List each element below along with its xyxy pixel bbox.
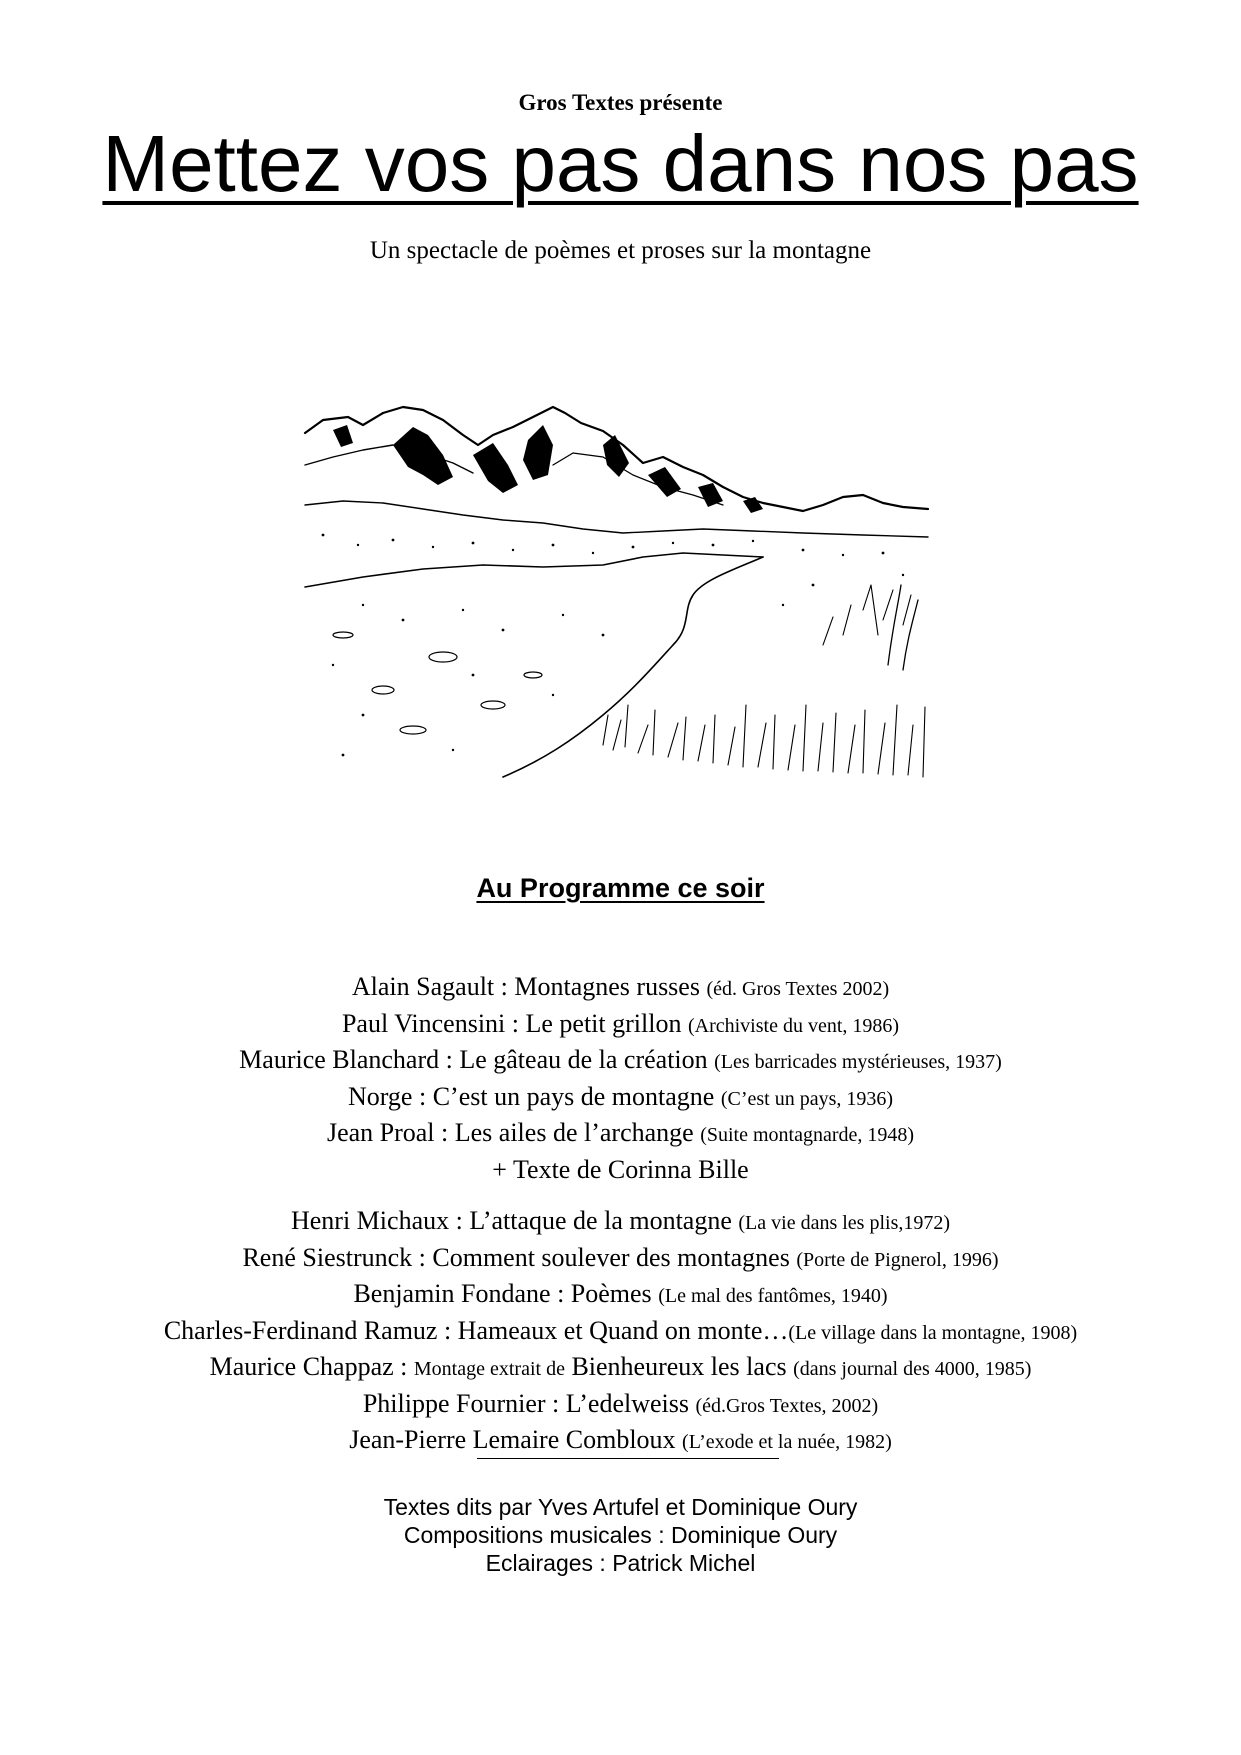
- credits-line: Textes dits par Yves Artufel et Dominique Oury: [383, 1494, 858, 1520]
- work-source: (C’est un pays, 1936): [720, 1087, 894, 1110]
- programme-item: [0, 1043, 1241, 1080]
- page-title: [0, 118, 1241, 210]
- mountain-landscape-icon: [303, 405, 930, 785]
- credits-line: Compositions musicales : Dominique Oury: [403, 1522, 838, 1548]
- work-title: Paul Vincensini : Le petit grillon: [341, 1008, 682, 1038]
- work-source: (L’exode et la nuée, 1982): [682, 1431, 892, 1453]
- programme-heading: Au Programme ce soir: [476, 873, 765, 903]
- programme-item: [0, 1423, 1241, 1460]
- work-title: Jean-Pierre Lemaire Combloux: [349, 1425, 676, 1454]
- work-title: Alain Sagault : Montagnes russes: [351, 972, 700, 1001]
- work-author: Maurice Chappaz :: [209, 1352, 408, 1381]
- work-title: Bienheureux les lacs: [571, 1352, 787, 1381]
- work-source: (Les barricades mystérieuses, 1937): [714, 1051, 1002, 1073]
- work-source: (La vie dans les plis,1972): [738, 1212, 951, 1234]
- work-source: (Le village dans la montagne, 1908): [788, 1321, 1078, 1344]
- work-title: Henri Michaux : L’attaque de la montagne: [290, 1206, 732, 1235]
- work-title: Maurice Blanchard : Le gâteau de la création: [239, 1045, 708, 1074]
- work-title: Benjamin Fondane : Poèmes: [353, 1279, 652, 1308]
- credits: [0, 1493, 1241, 1577]
- work-source: (Suite montagnarde, 1948): [700, 1124, 915, 1146]
- page-title-text: Mettez vos pas dans nos pas: [102, 119, 1139, 208]
- work-title: René Siestrunck : Comment soulever des montagnes: [242, 1242, 790, 1272]
- work-title: Charles-Ferdinand Ramuz : Hameaux et Quand on monte…: [163, 1315, 789, 1345]
- programme-item: [0, 1080, 1241, 1117]
- programme-item: [0, 1350, 1241, 1387]
- work-source: (Archiviste du vent, 1986): [687, 1014, 900, 1037]
- work-source: (dans journal des 4000, 1985): [793, 1358, 1032, 1380]
- work-title: Jean Proal : Les ailes de l’archange: [326, 1118, 694, 1147]
- programme-list-part-2: [0, 1204, 1241, 1460]
- programme-extra: + Texte de Corinna Bille: [492, 1154, 749, 1184]
- programme-item: [0, 1116, 1241, 1153]
- work-title: Philippe Fournier : L’edelweiss: [362, 1388, 690, 1418]
- credits-line: Eclairages : Patrick Michel: [485, 1550, 756, 1576]
- presenter-line: Gros Textes présente: [518, 90, 723, 115]
- work-source: (éd. Gros Textes 2002): [706, 978, 890, 1000]
- programme-item: [0, 1387, 1241, 1424]
- work-source: (Le mal des fantômes, 1940): [658, 1285, 888, 1307]
- programme-item: [0, 1314, 1241, 1351]
- work-source: (éd.Gros Textes, 2002): [695, 1394, 879, 1417]
- work-source: (Porte de Pignerol, 1996): [796, 1248, 999, 1271]
- divider: [477, 1458, 779, 1459]
- programme-item: [0, 1277, 1241, 1314]
- programme-list-part-1: [0, 970, 1241, 1186]
- programme-item: [0, 970, 1241, 1007]
- work-title: Norge : C’est un pays de montagne: [347, 1081, 715, 1111]
- programme-item: [0, 1007, 1241, 1044]
- programme-item: [0, 1204, 1241, 1241]
- work-note: Montage extrait de: [413, 1358, 565, 1380]
- subtitle: Un spectacle de poèmes et proses sur la montagne: [369, 237, 872, 264]
- programme-item: [0, 1241, 1241, 1278]
